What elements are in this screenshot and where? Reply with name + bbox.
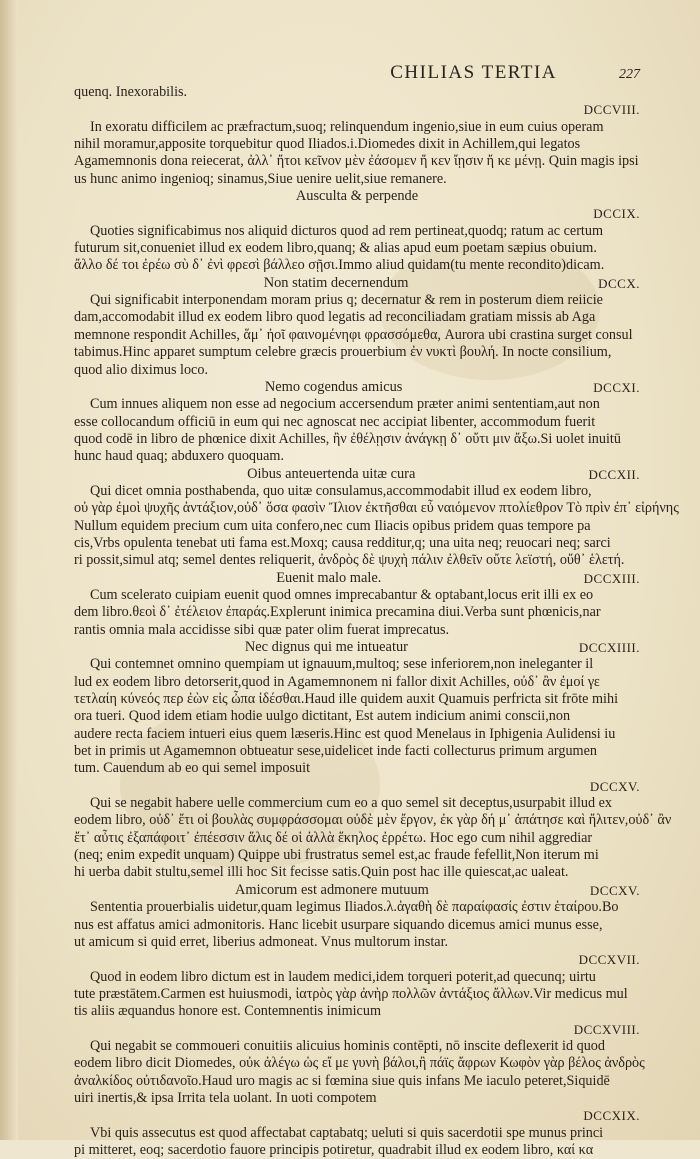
entry-number: DCCX. <box>598 275 640 291</box>
paragraph-first-line: In exoratu difficilem ac præfractum,suoq; relinquendum ingenio,siue in eum cuius operam <box>90 118 604 135</box>
paragraph-first-line: Quoties significabimus nos aliquid dicturos quod ad rem pertineat,quodq; ratum ac certum <box>90 222 603 239</box>
paragraph-first-line: Cum innues aliquem non esse ad negocium accersendum præter animi sententiam,aut non <box>90 396 600 413</box>
text-line: οὐ γὰρ ἐμοὶ ψυχῆς ἀντάξιον,οὐδ᾽ ὅσα φασὶν Ἴλιον ἐκτῆσθαι εὖ ναιόμενον πτολίεθρον Τὸ πρὶν ἐπ᾽ εἰρήνης <box>74 500 679 517</box>
text-line: eodem libro, οὐδ᾽ ἔτι οἱ βουλὰς συμφράσσομαι οὐδὲ μὲν ἔργον, ἐκ γὰρ δή μ᾽ ἀπάτησε καὶ ἤλιτεν,οὐδ᾽ ἂν <box>74 812 672 829</box>
entry-number: DCCXIII. <box>583 570 640 586</box>
text-line: hunc haud quaq; abduxero quoquam. <box>74 448 284 465</box>
entry-heading <box>74 379 640 396</box>
text-line: ἔτ᾽ αὖτις ἐξαπάφοιτ᾽ ἐπέεσσιν ἅλις δέ οἱ ἀλλὰ ἕκηλος ἐρρέτω. Hoc ego cum nihil aggrediar <box>74 829 593 846</box>
entry-heading <box>74 1021 640 1038</box>
entry-heading <box>74 101 640 118</box>
text-line: nihil moramur,apposite torquebitur quod Iliados.i.Diomedes dixit in Achillem,qui legatos <box>74 136 581 153</box>
paragraph-first-line: Vbi quis assecutus est quod affectabat captabatq; ueluti si quis sacerdotii spe munus princi <box>90 1124 604 1141</box>
entry-heading <box>74 205 640 222</box>
proverb-title: Euenit malo male. <box>276 569 382 586</box>
text-line: Nullum equidem precium cum uita confero,nec cum Iliacis opibus pridem quas tempore pa <box>74 517 591 534</box>
entry-heading <box>74 188 640 205</box>
entry-number: DCCVIII. <box>583 102 640 118</box>
text-line: quenq. Inexorabilis. <box>74 84 188 100</box>
paragraph-first-line: Qui se negabit habere uelle commercium cum eo a quo semel sit deceptus,usurpabit illud ex <box>90 795 613 812</box>
entry-heading <box>74 778 640 795</box>
text-line: tute præstātem.Carmen est huiusmodi, ἰατρὸς γὰρ ἀνὴρ πολλῶν ἀντάξιος ἄλλων.Vir medicus mul <box>74 985 628 1002</box>
proverb-title: Amicorum est admonere mutuum <box>235 881 429 898</box>
text-line: esse collocandum officiū in eum qui nec agnoscat nec accipiat libenter, accommodum fuerit <box>74 413 596 430</box>
text-line: lud ex eodem libro detorserit,quod in Agamemnonem ni fallor dixit Achilles, οὐδ᾽ ἂν ἐμοί γε <box>74 673 600 690</box>
proverb-title: Non statim decernendum <box>263 274 409 291</box>
text-line: ut amicum si quid erret, liberius admoneat. Vnus multorum instar. <box>74 933 449 950</box>
paragraph-first-line: Cum scelerato cuipiam euenit quod omnes imprecabantur & optabant,locus erit illi ex eo <box>90 586 594 603</box>
paragraph-first-line: Sententia prouerbialis uidetur,quam legimus Iliados.λ.ἀγαθὴ δὲ παραίφασίς ἐστιν ἑταίρου.Bo <box>90 899 619 916</box>
text-column <box>74 62 679 1159</box>
paragraph-first-line: Qui significabit interponendam moram prius q; decernatur & rem in posterum diem reiicie <box>90 292 603 309</box>
entry-number: DCCXVII. <box>578 952 640 968</box>
entry-heading <box>74 639 640 656</box>
entry-number: DCCXV. <box>589 882 640 898</box>
text-line: quod codē in libro de phœnice dixit Achilles, ἢν ἐθέλῃσιν ἀνάγκῃ δ᾽ οὔτι μιν ἄξω.Si uolet inuitū <box>74 430 621 447</box>
paragraph-first-line: Qui contemnet omnino quempiam ut ignauum,multoq; sese inferiorem,non ineleganter il <box>90 656 594 673</box>
running-head-title: CHILIAS TERTIA <box>390 62 557 83</box>
body-lines <box>74 84 679 1159</box>
text-line: dam,accomodabit illud ex eodem libro quod legatis ad reconciliadam gratiam missis ab Aga <box>74 309 596 326</box>
text-line: ἀναλκίδος οὐτιδανοῖο.Haud uro magis ac si fœmina siue quis infans Me iaculo peteret,Siquidē <box>74 1072 610 1089</box>
entry-number: DCCXV. <box>589 778 640 794</box>
page-number: 227 <box>619 67 640 82</box>
entry-heading <box>74 466 640 483</box>
paragraph-first-line: Qui dicet omnia posthabenda, quo uitæ consulamus,accommodabit illud ex eodem libro, <box>90 482 592 499</box>
entry-heading <box>74 951 640 968</box>
entry-heading <box>74 1107 640 1124</box>
entry-number: DCCXIX. <box>583 1108 640 1124</box>
text-line: ora tueri. Quod idem etiam hodie uulgo dictitant, Est autem indicium animi conscii,non <box>74 708 571 725</box>
text-line: audere recta faciem intueri eius quem læseris.Hinc est quod Menelaus in Iphigenia Aulidensi iu <box>74 725 616 742</box>
text-line: uiri inertis,& ipsa Irrita tela uolant. In uoti compotem <box>74 1089 377 1106</box>
text-line: memnone respondit Achilles, ἅμ᾽ ἠοῖ φαινομένηφι φρασσόμεθα, Aurora ubi crastina surget consul <box>74 326 633 343</box>
entry-heading <box>74 570 640 587</box>
text-line: futurum sit,conueniet illud ex eodem libro,quanq; & alias apud eum poetam sæpius obuium. <box>74 240 597 257</box>
paragraph-first-line: Quod in eodem libro dictum est in laudem medici,idem torqueri poterit,ad quecunq; uirtu <box>90 968 596 985</box>
entry-number: DCCXIIII. <box>578 640 640 655</box>
proverb-title: Nec dignus qui me intueatur <box>244 639 408 655</box>
text-line: tabimus.Hinc apparet sumptum celebre græcis prouerbium ἐν νυκτὶ βουλή. In nocte consilium, <box>74 344 612 361</box>
proverb-title: Oibus anteuertenda uitæ cura <box>247 465 416 482</box>
entry-number: DCCXI. <box>593 379 640 395</box>
text-line: dem libro.θεοὶ δ᾽ ἐτέλειον ἐπαράς.Explerunt inimica precamina diui.Verba sunt phœnicis,nar <box>74 604 601 621</box>
entry-number: DCCXVIII. <box>573 1021 640 1037</box>
page-gutter-edge <box>0 0 18 1140</box>
entry-number: DCCXII. <box>588 466 640 482</box>
text-line: τετλαίη κύνεός περ ἐὼν εἰς ὦπα ἰδέσθαι.Haud ille quidem auxit Quamuis perfricta sit frōte mihi <box>74 691 619 708</box>
running-head <box>74 62 640 86</box>
text-line: nus est affatus amici admonitoris. Hanc licebit usurpare siquando dicemus amici munus esse, <box>74 916 603 933</box>
entry-heading <box>74 275 640 292</box>
text-line: ἄλλο δέ τοι ἐρέω σὺ δ᾽ ἐνὶ φρεσὶ βάλλεο σῇσι.Immo aliud quidam(tu mente recondito)dicam. <box>74 257 605 274</box>
text-line: cis,Vrbs opulenta tenebat uti fama est.Moxq; causa redditur,q; una uita neq; reuocari neq; sarci <box>74 534 611 551</box>
text-line: (neq; enim expedit unquam) Quippe ubi frustratus semel est,ac fraude fefellit,Non iterum mi <box>74 847 599 864</box>
text-line: tum. Cauendum ab eo qui semel imposuit <box>74 760 311 777</box>
entry-number: DCCIX. <box>593 206 640 222</box>
text-line: bet in primis ut Agamemnon obtueatur sese,uidelicet inde facti collecturus primum argumen <box>74 743 597 760</box>
text-line: tis aliis æquandus honore est. Contemnentis inimicum <box>74 1003 381 1020</box>
text-line: rantis omnia mala accidisse sibi quæ pater olim fuerat imprecatus. <box>74 621 450 638</box>
text-line: hi uerba dabit stultu,semel illi hoc Sit fecisse satis.Quin post hac ille quiescat,ac ualeat. <box>74 864 569 881</box>
text-line: pi mitteret, eoq; sacerdotio fauore principis potiretur, quadrabit illud ex eodem libro, καί κα <box>74 1141 594 1158</box>
text-line: Agamemnonis dona reiecerat, ἀλλ᾽ ἤτοι κεῖνον μὲν ἐάσομεν ἤ κεν ἴῃσιν ἤ κε μένῃ. Quin magis ipsi <box>74 153 639 170</box>
text-line: us hunc animo ingenioq; sinamus,Siue uenire uelit,siue remanere. <box>74 170 447 187</box>
text-line: ri possit,simul atq; semel dentes reliquerit, ἀνδρὸς δὲ ψυχὴ πάλιν ἐλθεῖν οὔτε λεϊστή, οὔθ᾽ ἑλετή. <box>74 552 625 569</box>
text-line: quod alio diximus loco. <box>74 361 208 378</box>
text-line: eodem libro dicit Diomedes, οὐκ ἀλέγω ὡς εἴ με γυνὴ βάλοι,ἢ πάϊς ἄφρων Κωφὸν γὰρ βέλος ἀνδρὸς <box>74 1055 645 1072</box>
proverb-title: Ausculta & perpende <box>295 188 419 205</box>
paragraph-first-line: Qui negabit se commoueri conuitiis alicuius hominis contēpti, nō inscite deflexerit id quod <box>90 1037 605 1054</box>
entry-heading <box>74 882 640 899</box>
proverb-title: Nemo cogendus amicus <box>264 378 403 395</box>
